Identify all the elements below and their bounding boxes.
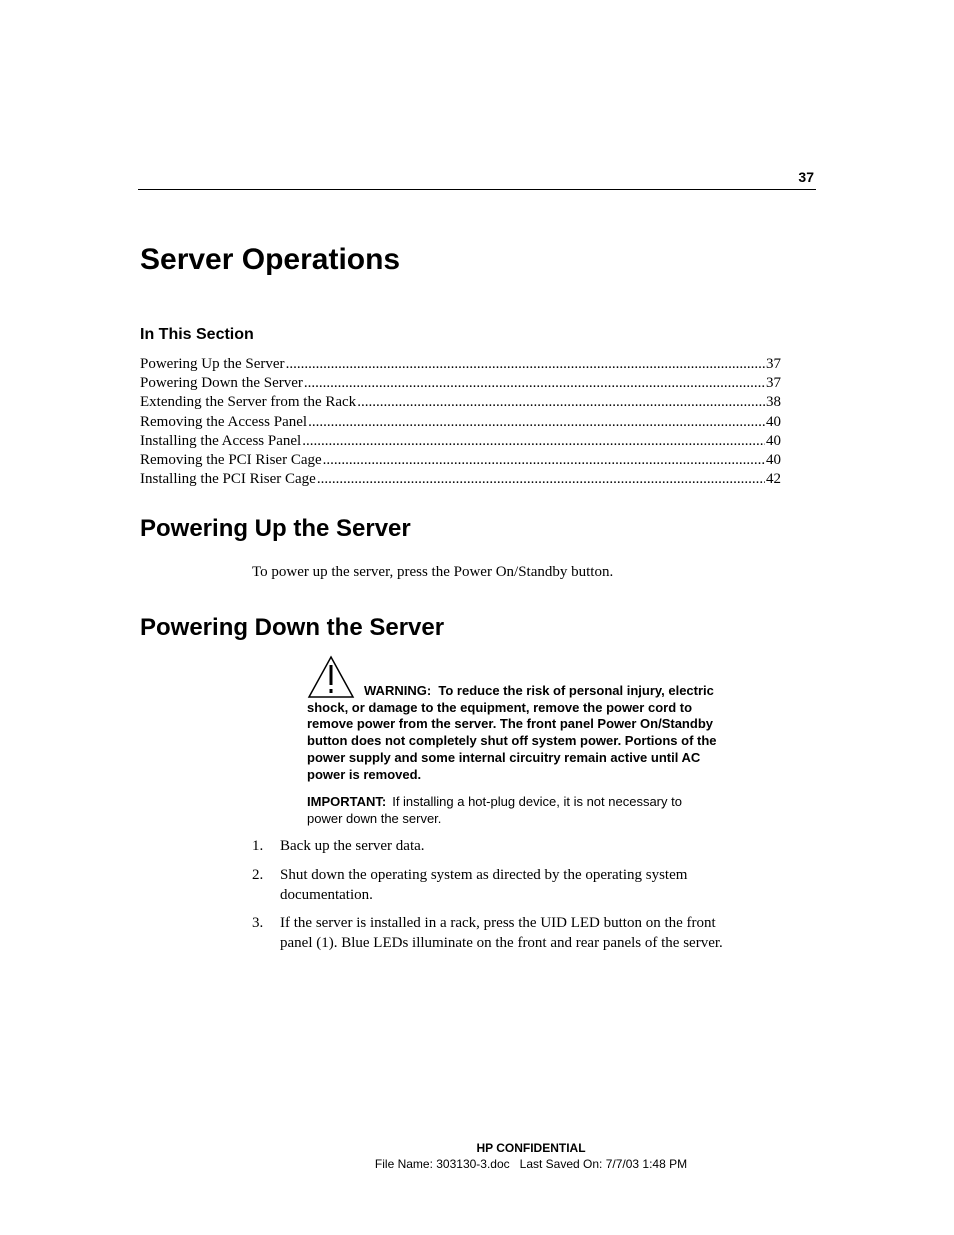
toc-entry-page: 37 — [766, 356, 781, 372]
step-number: 1. — [252, 838, 264, 854]
warning-text: power is removed. — [307, 766, 422, 782]
list-item — [252, 913, 812, 953]
section-heading-powering-down: Powering Down the Server — [140, 614, 445, 641]
toc-entry-page: 40 — [766, 451, 781, 468]
toc-entry-page: 37 — [766, 375, 781, 392]
toc-entry-page: 40 — [766, 413, 781, 430]
toc-entry-extending[interactable] — [140, 393, 781, 412]
toc-entry-title: Removing the PCI Riser Cage — [140, 451, 322, 468]
toc-entry-powering-up[interactable] — [140, 355, 781, 374]
toc-entry-powering-down[interactable] — [140, 374, 781, 393]
warning-text: power supply and some internal circuitry remain active until AC — [307, 749, 701, 765]
warning-text: shock, or damage to the equipment, remove the power cord to — [307, 699, 693, 715]
step-text: If the server is installed in a rack, press the UID LED button on the front — [280, 915, 716, 931]
toc-entry-title: Powering Up the Server — [140, 356, 285, 372]
toc-entry-removing-pci-riser[interactable] — [140, 451, 781, 470]
toc-entry-title: Removing the Access Panel — [140, 413, 308, 430]
toc-entry-removing-access-panel[interactable] — [140, 413, 781, 432]
step-text: Shut down the operating system as directed by the operating system — [280, 866, 688, 883]
important-label: IMPORTANT: — [307, 794, 387, 809]
warning-text: button does not completely shut off system power. Portions of the — [307, 733, 717, 749]
procedure-steps — [252, 836, 812, 962]
step-text: panel (1). Blue LEDs illuminate on the front and rear panels of the server. — [280, 935, 723, 951]
footer-file-info: File Name: 303130-3.doc Last Saved On: 7/7/03 1:48 PM — [374, 1157, 688, 1171]
toc-dot-leader — [357, 393, 765, 412]
toc-entry-installing-pci-riser[interactable] — [140, 470, 781, 489]
section-heading-powering-up: Powering Up the Server — [140, 515, 411, 542]
step-text: documentation. — [280, 886, 373, 903]
toc-dot-leader — [304, 374, 765, 393]
list-item — [252, 836, 812, 856]
toc-entry-page: 42 — [766, 471, 781, 488]
warning-text: To reduce the risk of personal injury, electric — [438, 683, 714, 698]
list-item — [252, 865, 812, 905]
toc-entry-title: Installing the PCI Riser Cage — [140, 471, 316, 488]
page-number: 37 — [798, 169, 814, 185]
step-text: Back up the server data. — [280, 838, 425, 854]
step-number: 2. — [252, 866, 264, 883]
warning-text: remove power from the server. The front panel Power On/Standby — [307, 716, 713, 732]
toc-heading: In This Section — [140, 326, 254, 343]
toc-dot-leader — [286, 355, 765, 374]
powering-up-body: To power up the server, press the Power On/Standby button. — [252, 564, 614, 580]
table-of-contents — [140, 355, 781, 489]
toc-entry-page: 40 — [766, 432, 781, 449]
warning-triangle-icon — [307, 655, 355, 699]
warning-line-1 — [307, 683, 757, 700]
step-number: 3. — [252, 915, 264, 931]
important-text: power down the server. — [307, 810, 442, 826]
toc-entry-title: Installing the Access Panel — [140, 432, 302, 449]
toc-entry-installing-access-panel[interactable] — [140, 432, 781, 451]
toc-entry-title: Powering Down the Server — [140, 375, 303, 392]
toc-dot-leader — [308, 413, 765, 432]
page-footer — [300, 1140, 762, 1172]
toc-dot-leader — [317, 470, 765, 489]
warning-label: WARNING: — [364, 683, 432, 698]
header-rule — [138, 189, 816, 190]
toc-dot-leader — [302, 432, 765, 451]
toc-entry-title: Extending the Server from the Rack — [140, 394, 357, 411]
important-note — [307, 794, 747, 827]
footer-confidential: HP CONFIDENTIAL — [476, 1141, 586, 1155]
toc-dot-leader — [323, 451, 765, 470]
chapter-title: Server Operations — [140, 243, 401, 276]
important-text: If installing a hot-plug device, it is not necessary to — [392, 794, 682, 809]
warning-note — [307, 655, 757, 783]
toc-entry-page: 38 — [766, 394, 781, 411]
